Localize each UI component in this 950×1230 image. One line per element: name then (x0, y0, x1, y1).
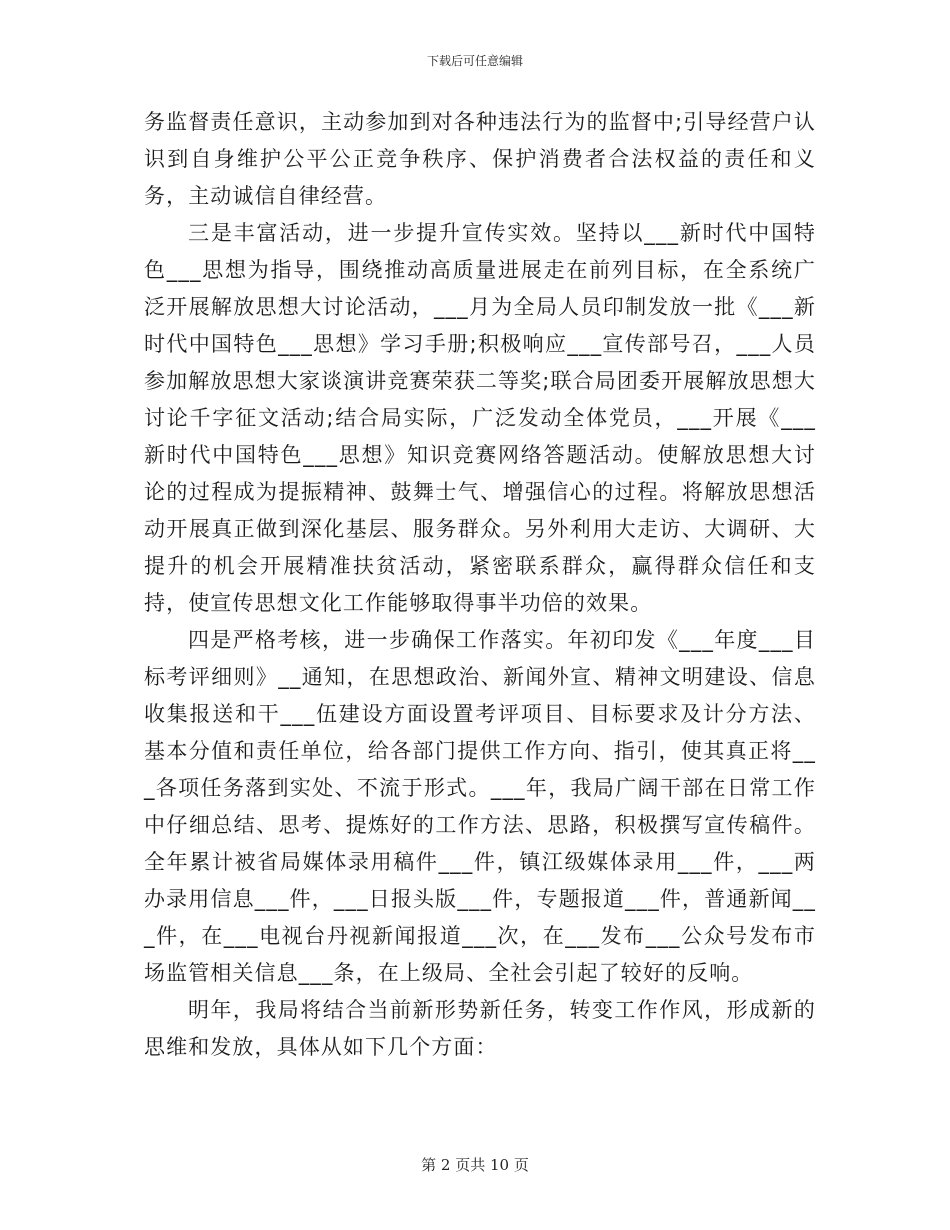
paragraph-assessment: 四是严格考核，进一步确保工作落实。年初印发《___年度___目标考评细则》__通知，在思想政治、新闻外宣、精神文明建设、信息收集报送和干___伍建设方面设置考评项目、目标要求及计分方法、基本分值和责任单位，给各部门提供工作方向、指引，使其真正将___各项任务落到实处、不流于形式。___年，我局广阔干部在日常工作中仔细总结、思考、提炼好的工作方法、思路，积极撰写宣传稿件。全年累计被省局媒体录用稿件___件，镇江级媒体录用___件，___两办录用信息___件，___日报头版___件，专题报道___件，普通新闻___件，在___电视台丹视新闻报道___次，在___发布___公众号发布市场监管相关信息___条，在上级局、全社会引起了较好的反响。 (144, 628, 816, 985)
page-number: 第 2 页共 10 页 (421, 1156, 529, 1174)
page-header: 下载后可任意编辑 (426, 54, 523, 68)
document-body (144, 104, 816, 1066)
paragraph-continuation: 务监督责任意识，主动参加到对各种违法行为的监督中;引导经营户认识到自身维护公平公正竞争秩序、保护消费者合法权益的责任和义务，主动诚信自律经营。 (144, 110, 816, 208)
paragraph-activities: 三是丰富活动，进一步提升宣传实效。坚持以___新时代中国特色___思想为指导，围绕推动高质量进展走在前列目标，在全系统广泛开展解放思想大讨论活动，___月为全局人员印制发放一批《___新时代中国特色___思想》学习手册;积极响应___宣传部号召，___人员参加解放思想大家谈演讲竞赛荣获二等奖;联合局团委开展解放思想大讨论千字征文活动;结合局实际，广泛发动全体党员，___开展《___新时代中国特色___思想》知识竞赛网络答题活动。使解放思想大讨论的过程成为提振精神、鼓舞士气、增强信心的过程。将解放思想活动开展真正做到深化基层、服务群众。另外利用大走访、大调研、大提升的机会开展精准扶贫活动，紧密联系群众，赢得群众信任和支持，使宣传思想文化工作能够取得事半功倍的效果。 (144, 221, 816, 615)
paragraph-next-year: 明年，我局将结合当前新形势新任务，转变工作作风，形成新的思维和发放，具体从如下几个方面： (144, 998, 816, 1059)
